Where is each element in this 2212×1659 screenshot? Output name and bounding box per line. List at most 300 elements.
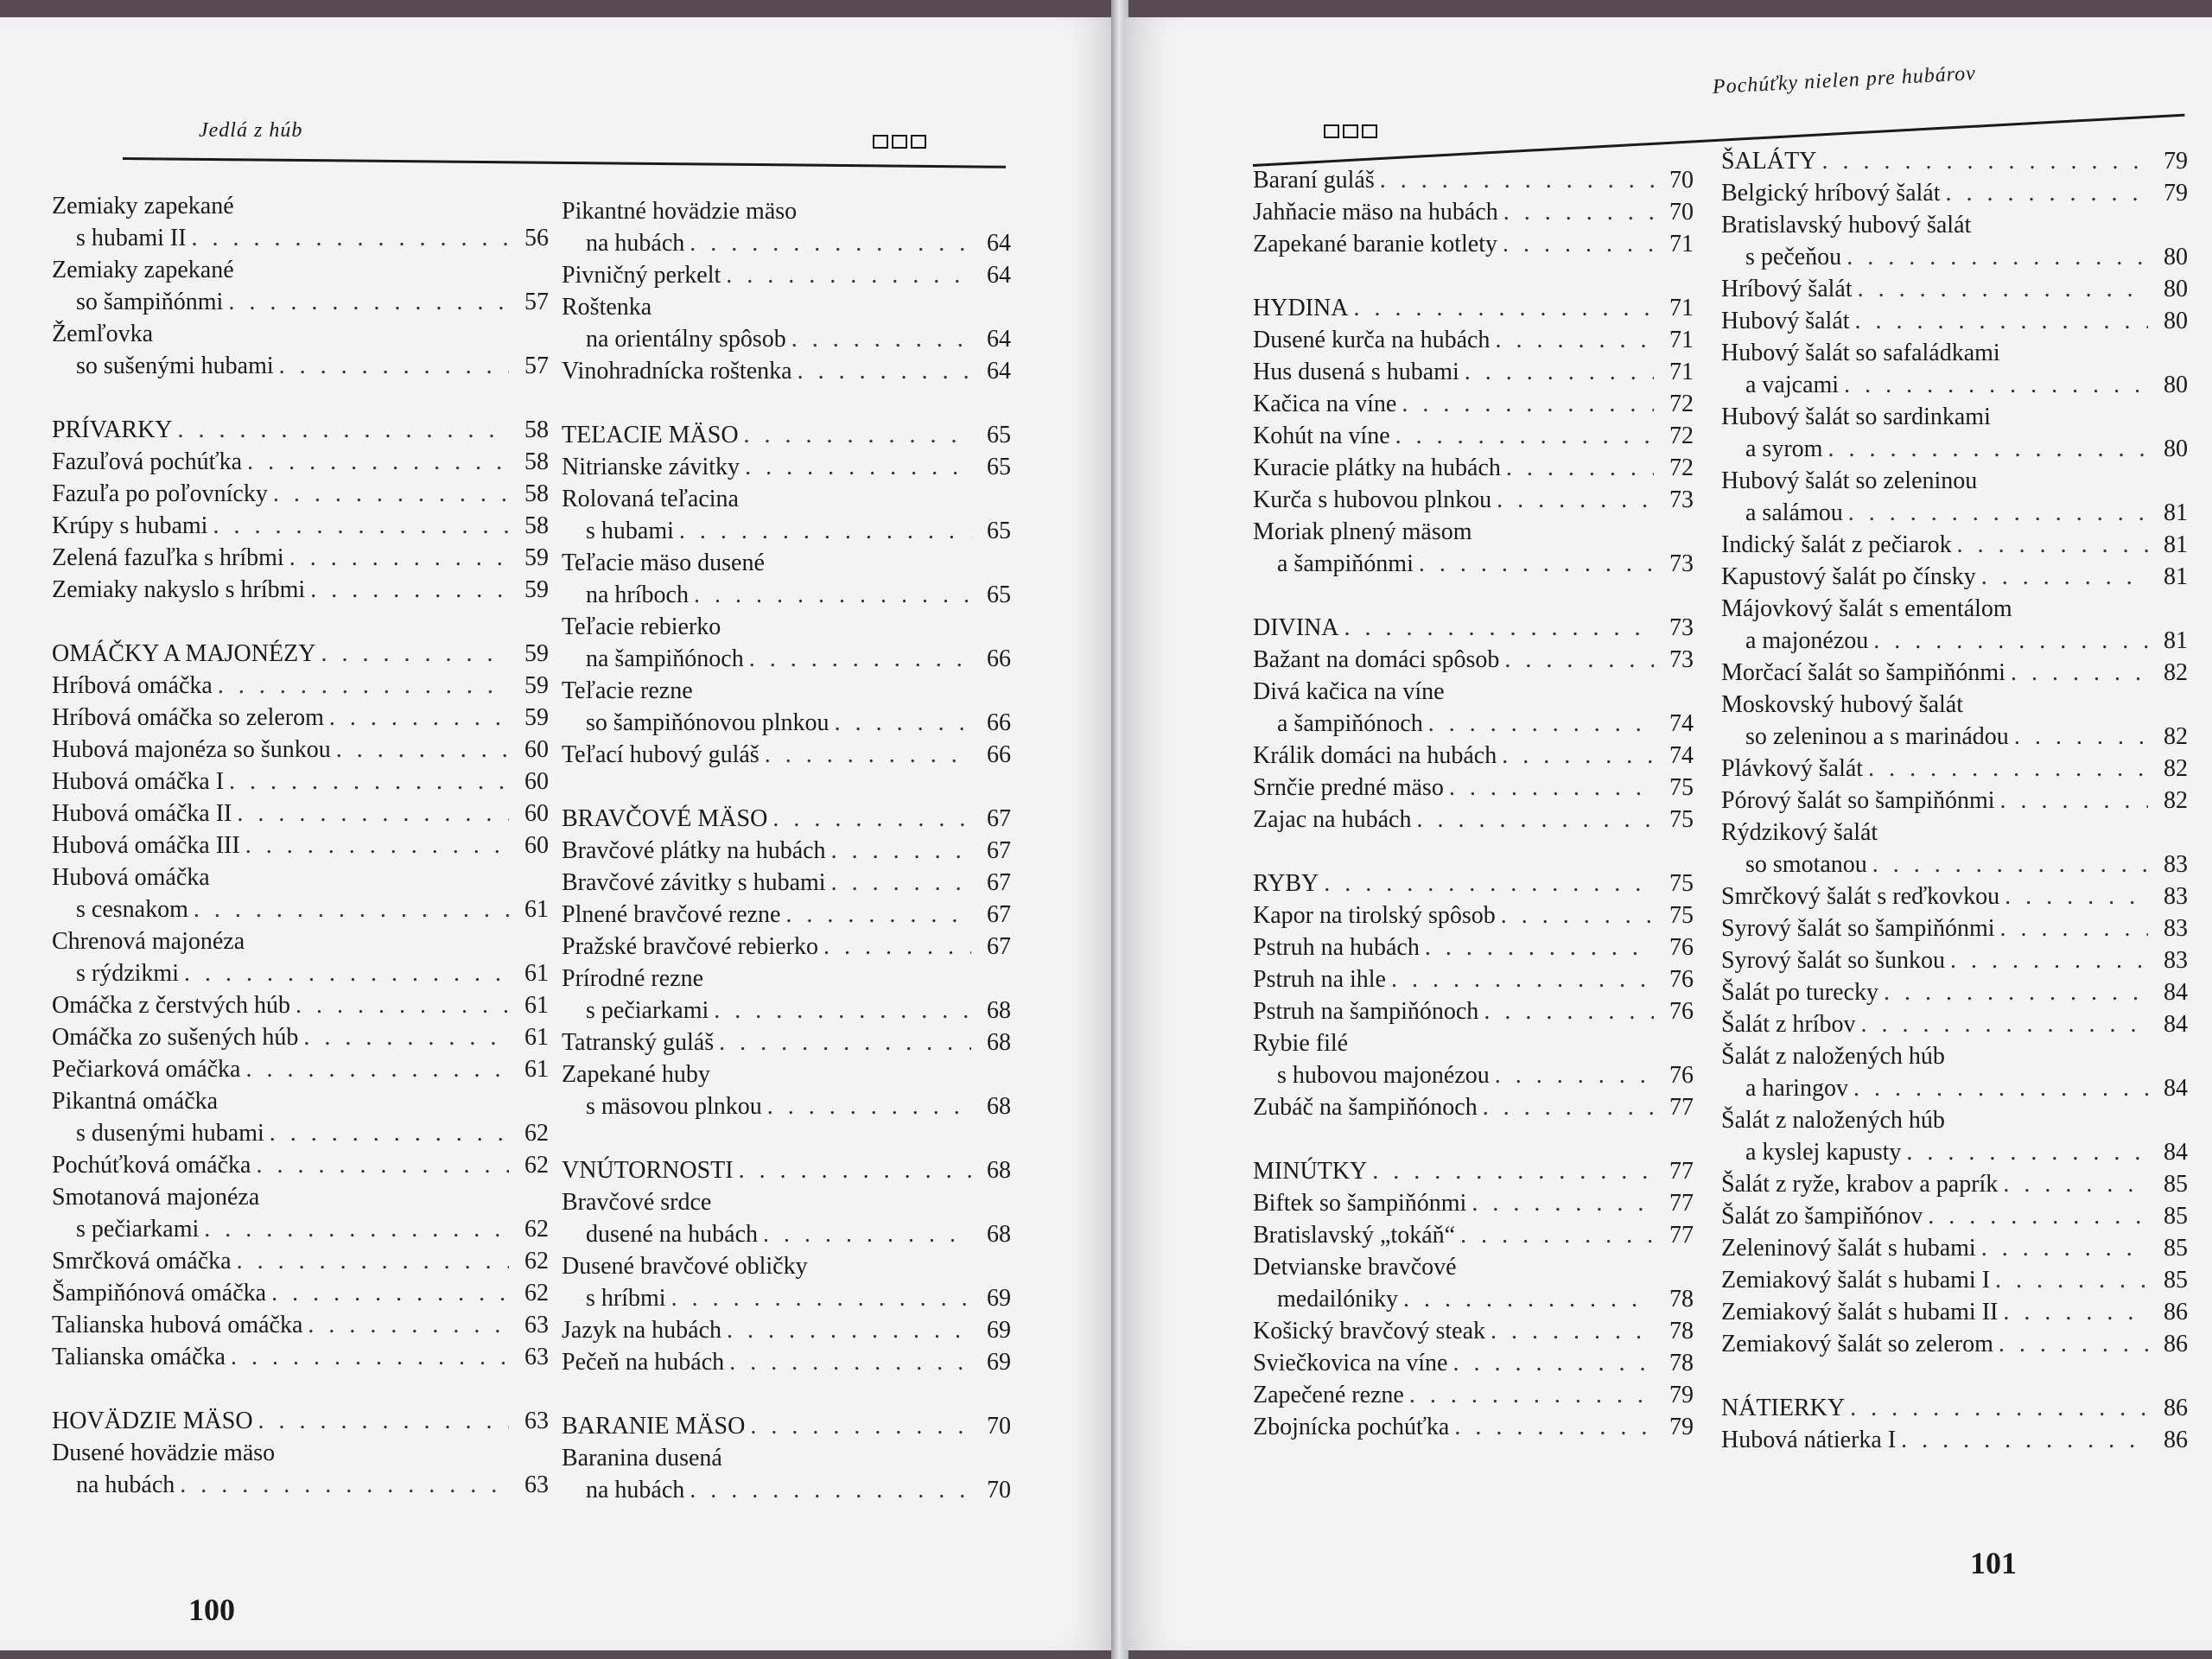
toc-page-number: 85 [2164, 1171, 2188, 1198]
toc-entry [1253, 995, 1694, 1027]
toc-page-number: 67 [987, 933, 1011, 960]
leader-dots [270, 1117, 509, 1149]
leader-dots [785, 899, 971, 931]
toc-entry [1721, 529, 2188, 561]
toc-entry-label: Hus dusená s hubami [1253, 359, 1459, 385]
toc-entry [562, 515, 1011, 547]
toc-entry-label: Belgický hríbový šalát [1721, 180, 1941, 207]
leader-dots [1901, 1424, 2148, 1456]
toc-page-number: 76 [1669, 934, 1694, 961]
leader-dots [1372, 1155, 1654, 1187]
toc-page-number: 72 [1669, 454, 1694, 481]
toc-entry-label: Hríbová omáčka so zelerom [52, 704, 324, 731]
leader-dots [763, 1218, 971, 1250]
leader-dots [798, 355, 971, 387]
toc-entry [1721, 433, 2188, 465]
leader-dots [1821, 145, 2148, 177]
leader-dots [1506, 452, 1654, 484]
toc-page-number: 58 [524, 512, 549, 539]
toc-page-number: 76 [1669, 998, 1694, 1025]
toc-entry [562, 995, 1011, 1027]
toc-entry-label: Omáčka z čerstvých húb [52, 992, 290, 1019]
toc-entry [562, 739, 1011, 771]
toc-entry [52, 510, 549, 542]
toc-page-number: 78 [1669, 1350, 1694, 1376]
toc-entry [1721, 561, 2188, 593]
leader-dots [749, 643, 971, 675]
toc-page-number: 62 [524, 1280, 549, 1306]
toc-entry [52, 638, 549, 670]
toc-entry [562, 227, 1011, 259]
leader-dots [1503, 196, 1654, 228]
toc-page-number: 79 [2164, 180, 2188, 207]
leader-dots [1409, 1379, 1654, 1411]
toc-page-number: 85 [2164, 1235, 2188, 1262]
toc-entry-label: Indický šalát z pečiarok [1721, 531, 1952, 558]
toc-entry-label: Pivničný perkelt [562, 262, 721, 289]
toc-entry [52, 1469, 549, 1501]
toc-page-number: 72 [1669, 423, 1694, 449]
toc-entry-label: s pečiarkami [586, 997, 709, 1024]
toc-entry-label: so šampiňónmi [76, 289, 224, 315]
toc-page-number: 85 [2164, 1267, 2188, 1294]
leader-dots [1827, 433, 2148, 465]
toc-page-number: 86 [2164, 1331, 2188, 1357]
toc-page-number: 61 [524, 1024, 549, 1051]
leader-dots [835, 707, 971, 739]
toc-entry [1721, 976, 2188, 1008]
leader-dots [1460, 1219, 1654, 1251]
toc-page-number: 83 [2164, 915, 2188, 942]
toc-entry-label: a šampiňónmi [1277, 550, 1414, 577]
toc-page-number: 77 [1669, 1222, 1694, 1249]
toc-page-number: 70 [987, 1413, 1011, 1440]
leader-dots [256, 1149, 509, 1181]
toc-entry-label: Bravčové závitky s hubami [562, 869, 826, 896]
toc-entry-label: Králik domáci na hubách [1253, 742, 1497, 769]
leader-dots [831, 835, 971, 867]
toc-entry-label: na hubách [586, 1477, 685, 1503]
toc-page-number: 82 [2164, 755, 2188, 782]
toc-entry [1721, 1136, 2188, 1168]
toc-entry [562, 259, 1011, 291]
leader-dots [1872, 849, 2148, 880]
leader-dots [744, 419, 971, 451]
toc-page-number: 80 [2164, 276, 2188, 302]
right-page [1123, 17, 2212, 1650]
toc-entry-label: Hubová majonéza so šunkou [52, 736, 331, 763]
toc-entry-label: na orientálny spôsob [586, 326, 786, 353]
toc-entry-label: na hubách [76, 1471, 175, 1498]
toc-entry-label: Hubová omáčka III [52, 832, 240, 859]
toc-entry-title-line: Moriak plnený mäsom [1253, 518, 1472, 545]
toc-entry-label: s hubami [586, 518, 674, 544]
leader-dots [231, 1341, 509, 1373]
toc-page-number: 85 [2164, 1203, 2188, 1230]
toc-entry [52, 446, 549, 478]
leader-dots [180, 1469, 509, 1501]
section-gap [562, 1378, 1011, 1410]
toc-entry [562, 643, 1011, 675]
toc-page-number: 65 [987, 518, 1011, 544]
toc-page-number: 77 [1669, 1158, 1694, 1185]
toc-page-number: 81 [2164, 499, 2188, 526]
section-gap [1253, 580, 1694, 612]
toc-page-number: 80 [2164, 308, 2188, 334]
toc-page-number: 59 [524, 640, 549, 667]
toc-entry-title-line: Chrenová majonéza [52, 928, 245, 955]
toc-entry-label: ŠALÁTY [1721, 148, 1817, 175]
toc-entry [1253, 356, 1694, 388]
toc-page-number: 83 [2164, 851, 2188, 878]
toc-entry [562, 1410, 1011, 1442]
leader-dots [245, 830, 509, 861]
leader-dots [1425, 931, 1654, 963]
section-gap [1253, 260, 1694, 292]
leader-dots [194, 893, 509, 925]
leader-dots [228, 286, 509, 318]
toc-entry [1253, 1347, 1694, 1379]
toc-page-number: 60 [524, 800, 549, 827]
toc-entry-label: Bravčové plátky na hubách [562, 837, 826, 864]
toc-entry-title-line: Detvianske bravčové [1253, 1254, 1457, 1281]
toc-entry-label: so zeleninou a s marinádou [1745, 723, 2009, 750]
toc-page-number: 61 [524, 992, 549, 1019]
leader-dots [690, 227, 971, 259]
right-column-1 [1253, 164, 1694, 1443]
leader-dots [1449, 772, 1654, 804]
toc-entry [1721, 785, 2188, 817]
toc-entry-title-line: Bratislavský hubový šalát [1721, 212, 1972, 238]
leader-dots [1380, 164, 1654, 196]
toc-page-number: 59 [524, 544, 549, 571]
toc-entry [1721, 1424, 2188, 1456]
toc-page-number: 62 [524, 1216, 549, 1243]
toc-page-number: 64 [987, 326, 1011, 353]
toc-entry-label: Syrový šalát so šampiňónmi [1721, 915, 1995, 942]
toc-entry [1253, 963, 1694, 995]
toc-entry-title-line: Šalát z naložených húb [1721, 1107, 1945, 1134]
toc-entry-title-line: Teľacie mäso dusené [562, 550, 765, 576]
toc-entry [52, 1341, 549, 1373]
toc-entry [562, 355, 1011, 387]
toc-page-number: 76 [1669, 1062, 1694, 1089]
leader-dots [1391, 963, 1654, 995]
section-gap [52, 606, 549, 638]
toc-entry [1253, 931, 1694, 963]
toc-entry-title-line: Žemľovka [52, 321, 154, 347]
leader-dots [1853, 1072, 2148, 1104]
toc-entry [562, 451, 1011, 483]
toc-entry [52, 798, 549, 830]
toc-entry-label: Pstruh na ihle [1253, 966, 1386, 993]
leader-dots [1501, 899, 1654, 931]
leader-dots [772, 803, 971, 835]
leader-dots [1403, 1283, 1654, 1315]
toc-entry-label: HOVÄDZIE MÄSO [52, 1408, 253, 1434]
toc-page-number: 62 [524, 1120, 549, 1147]
toc-page-number: 75 [1669, 774, 1694, 801]
toc-entry [52, 222, 549, 254]
toc-entry [1721, 1296, 2188, 1328]
toc-page-number: 73 [1669, 486, 1694, 513]
leader-dots [694, 579, 971, 611]
toc-page-number: 86 [2164, 1395, 2188, 1421]
toc-entry [562, 1027, 1011, 1058]
ornament-box [1362, 124, 1377, 138]
toc-entry-label: na šampiňónoch [586, 645, 744, 672]
toc-entry-label: Srnčie predné mäso [1253, 774, 1444, 801]
toc-entry [1721, 880, 2188, 912]
toc-entry-label: Syrový šalát so šunkou [1721, 947, 1945, 974]
toc-entry-title-line: Dusené bravčové obličky [562, 1253, 808, 1280]
toc-page-number: 63 [524, 1344, 549, 1370]
toc-entry-title-line: Teľacie rezne [562, 677, 693, 704]
toc-entry-label: OMÁČKY A MAJONÉZY [52, 640, 316, 667]
toc-entry-label: Pstruh na šampiňónoch [1253, 998, 1479, 1025]
toc-entry-label: s hubovou majonézou [1277, 1062, 1490, 1089]
toc-page-number: 70 [1669, 167, 1694, 194]
toc-entry [52, 766, 549, 798]
toc-entry-label: a syrom [1745, 435, 1823, 462]
toc-page-number: 79 [1669, 1382, 1694, 1408]
leader-dots [184, 957, 509, 989]
toc-entry [562, 707, 1011, 739]
toc-entry [1721, 1200, 2188, 1232]
leader-dots [213, 510, 509, 542]
leader-dots [1419, 548, 1654, 580]
toc-page-number: 79 [1669, 1414, 1694, 1440]
toc-entry-label: NÁTIERKY [1721, 1395, 1846, 1421]
toc-page-number: 57 [524, 353, 549, 379]
toc-entry-label: s cesnakom [76, 896, 188, 923]
toc-page-number: 79 [2164, 148, 2188, 175]
right-column-2 [1721, 145, 2188, 1456]
toc-page-number: 81 [2164, 627, 2188, 654]
toc-entry [562, 1346, 1011, 1378]
toc-page-number: 71 [1669, 295, 1694, 321]
toc-entry [562, 835, 1011, 867]
toc-page-number: 64 [987, 358, 1011, 385]
toc-page-number: 58 [524, 448, 549, 475]
toc-entry-label: TEĽACIE MÄSO [562, 422, 739, 448]
toc-entry [562, 419, 1011, 451]
toc-entry-label: Zapečené rezne [1253, 1382, 1404, 1408]
toc-entry-title-line: Dusené hovädzie mäso [52, 1440, 276, 1466]
toc-entry [1253, 899, 1694, 931]
leader-dots [192, 222, 509, 254]
toc-entry-label: Hubová omáčka II [52, 800, 232, 827]
toc-entry [1721, 1328, 2188, 1360]
toc-entry [52, 1053, 549, 1085]
toc-page-number: 84 [2164, 1011, 2188, 1038]
toc-entry-title-line: Hubový šalát so zeleninou [1721, 467, 1978, 494]
toc-entry-label: na hubách [586, 230, 685, 257]
toc-page-number: 60 [524, 768, 549, 795]
leader-dots [1850, 1392, 2148, 1424]
leader-dots [831, 867, 971, 899]
toc-page-number: 86 [2164, 1427, 2188, 1453]
ornament-box [1343, 124, 1358, 138]
toc-entry-label: Zemiaky nakyslo s hríbmi [52, 576, 306, 603]
leader-dots [1353, 292, 1654, 324]
section-gap [52, 382, 549, 414]
toc-entry [1253, 1059, 1694, 1091]
toc-entry-label: Zbojnícka pochúťka [1253, 1414, 1450, 1440]
leader-dots [750, 1410, 971, 1442]
leader-dots [745, 451, 971, 483]
toc-page-number: 77 [1669, 1094, 1694, 1121]
leader-dots [296, 989, 509, 1021]
toc-entry-label: DIVINA [1253, 614, 1339, 641]
leader-dots [336, 734, 509, 766]
section-gap [1721, 1360, 2188, 1392]
toc-entry [1253, 164, 1694, 196]
leader-dots [1981, 1232, 2148, 1264]
leader-dots [1950, 944, 2148, 976]
toc-page-number: 74 [1669, 742, 1694, 769]
toc-page-number: 61 [524, 960, 549, 987]
toc-page-number: 67 [987, 805, 1011, 832]
toc-entry [1721, 625, 2188, 657]
leader-dots [1491, 1315, 1654, 1347]
toc-entry [1721, 657, 2188, 689]
toc-entry [1253, 1379, 1694, 1411]
leader-dots [1906, 1136, 2148, 1168]
toc-entry [52, 734, 549, 766]
toc-entry-label: Talianska omáčka [52, 1344, 226, 1370]
toc-entry [1721, 241, 2188, 273]
toc-entry-label: Pochúťková omáčka [52, 1152, 251, 1179]
toc-page-number: 68 [987, 1157, 1011, 1184]
toc-entry-title-line: Zemiaky zapekané [52, 193, 234, 219]
toc-entry-label: Hubový šalát [1721, 308, 1850, 334]
leader-dots [2003, 1168, 2148, 1200]
toc-entry-title-line: Bravčové srdce [562, 1189, 712, 1216]
toc-entry-label: Zapekané baranie kotlety [1253, 231, 1497, 257]
toc-entry-title-line: Šalát z naložených húb [1721, 1043, 1945, 1070]
ornament-box [911, 135, 926, 149]
toc-entry-label: Košický bravčový steak [1253, 1318, 1486, 1344]
leader-dots [671, 1282, 971, 1314]
toc-entry-title-line: Teľacie rebierko [562, 613, 721, 640]
toc-page-number: 59 [524, 576, 549, 603]
toc-entry-title-line: Divá kačica na víne [1253, 678, 1445, 705]
toc-entry-label: a šampiňónoch [1277, 710, 1423, 737]
leader-dots [1847, 241, 2148, 273]
toc-page-number: 75 [1669, 902, 1694, 929]
leader-dots [1402, 388, 1654, 420]
toc-page-number: 81 [2164, 563, 2188, 590]
toc-page-number: 82 [2164, 723, 2188, 750]
toc-entry [52, 1213, 549, 1245]
toc-entry-label: Fazuľa po poľovnícky [52, 480, 268, 507]
toc-page-number: 83 [2164, 947, 2188, 974]
section-gap [562, 1122, 1011, 1154]
toc-entry-label: Pražské bravčové rebierko [562, 933, 818, 960]
leader-dots [1981, 561, 2148, 593]
leader-dots [791, 323, 971, 355]
leader-dots [273, 478, 509, 510]
left-page-number: 100 [188, 1592, 235, 1627]
leader-dots [321, 638, 509, 670]
leader-dots [1484, 995, 1654, 1027]
toc-entry-label: Šalát po turecky [1721, 979, 1878, 1006]
leader-dots [1884, 976, 2148, 1008]
toc-entry [1253, 548, 1694, 580]
toc-entry [1721, 369, 2188, 401]
leader-dots [690, 1474, 971, 1506]
leader-dots [310, 574, 509, 606]
toc-entry [1721, 1168, 2188, 1200]
toc-entry-label: Fazuľová pochúťka [52, 448, 243, 475]
toc-entry [1253, 228, 1694, 260]
leader-dots [1465, 356, 1654, 388]
leader-dots [2014, 721, 2148, 753]
toc-entry-label: a haringov [1745, 1075, 1848, 1102]
toc-page-number: 58 [524, 480, 549, 507]
toc-entry [1721, 177, 2188, 209]
leader-dots [1497, 484, 1654, 516]
toc-page-number: 66 [987, 741, 1011, 768]
toc-entry-label: Zelená fazuľka s hríbmi [52, 544, 284, 571]
toc-entry-title-line: Rolovaná teľacina [562, 486, 739, 512]
toc-entry-label: s hubami II [76, 225, 187, 251]
leader-dots [823, 931, 971, 963]
toc-entry [52, 350, 549, 382]
toc-page-number: 73 [1669, 646, 1694, 673]
toc-entry-label: Krúpy s hubami [52, 512, 208, 539]
leader-dots [727, 1314, 971, 1346]
leader-dots [714, 995, 971, 1027]
leader-dots [729, 1346, 971, 1378]
toc-page-number: 60 [524, 832, 549, 859]
leader-dots [237, 1245, 509, 1277]
left-page [0, 17, 1116, 1650]
toc-entry [52, 957, 549, 989]
toc-entry [1253, 1315, 1694, 1347]
leader-dots [1395, 420, 1654, 452]
toc-entry-label: s mäsovou plnkou [586, 1093, 762, 1120]
toc-entry-label: Pstruh na hubách [1253, 934, 1420, 961]
leader-dots [303, 1021, 509, 1053]
leader-dots [1454, 1411, 1654, 1443]
toc-entry [562, 1090, 1011, 1122]
toc-entry [1253, 484, 1694, 516]
toc-entry [1253, 388, 1694, 420]
toc-page-number: 62 [524, 1248, 549, 1274]
toc-entry-label: so sušenými hubami [76, 353, 274, 379]
toc-entry-label: Zubáč na šampiňónoch [1253, 1094, 1478, 1121]
toc-page-number: 62 [524, 1152, 549, 1179]
toc-entry [1253, 196, 1694, 228]
toc-entry-label: a vajcami [1745, 372, 1840, 398]
toc-entry-label: Kuracie plátky na hubách [1253, 454, 1501, 481]
left-column-2 [562, 195, 1011, 1506]
toc-page-number: 72 [1669, 391, 1694, 417]
leader-dots [2005, 880, 2148, 912]
left-running-header: Jedlá z húb [199, 119, 303, 142]
toc-entry-label: na hríboch [586, 582, 689, 608]
toc-entry [562, 899, 1011, 931]
toc-page-number: 84 [2164, 979, 2188, 1006]
right-page-number: 101 [1970, 1546, 2017, 1580]
toc-entry [52, 1117, 549, 1149]
toc-page-number: 64 [987, 230, 1011, 257]
toc-entry-label: Smrčkový šalát s reďkovkou [1721, 883, 2000, 910]
section-gap [1253, 1123, 1694, 1155]
toc-page-number: 69 [987, 1317, 1011, 1344]
